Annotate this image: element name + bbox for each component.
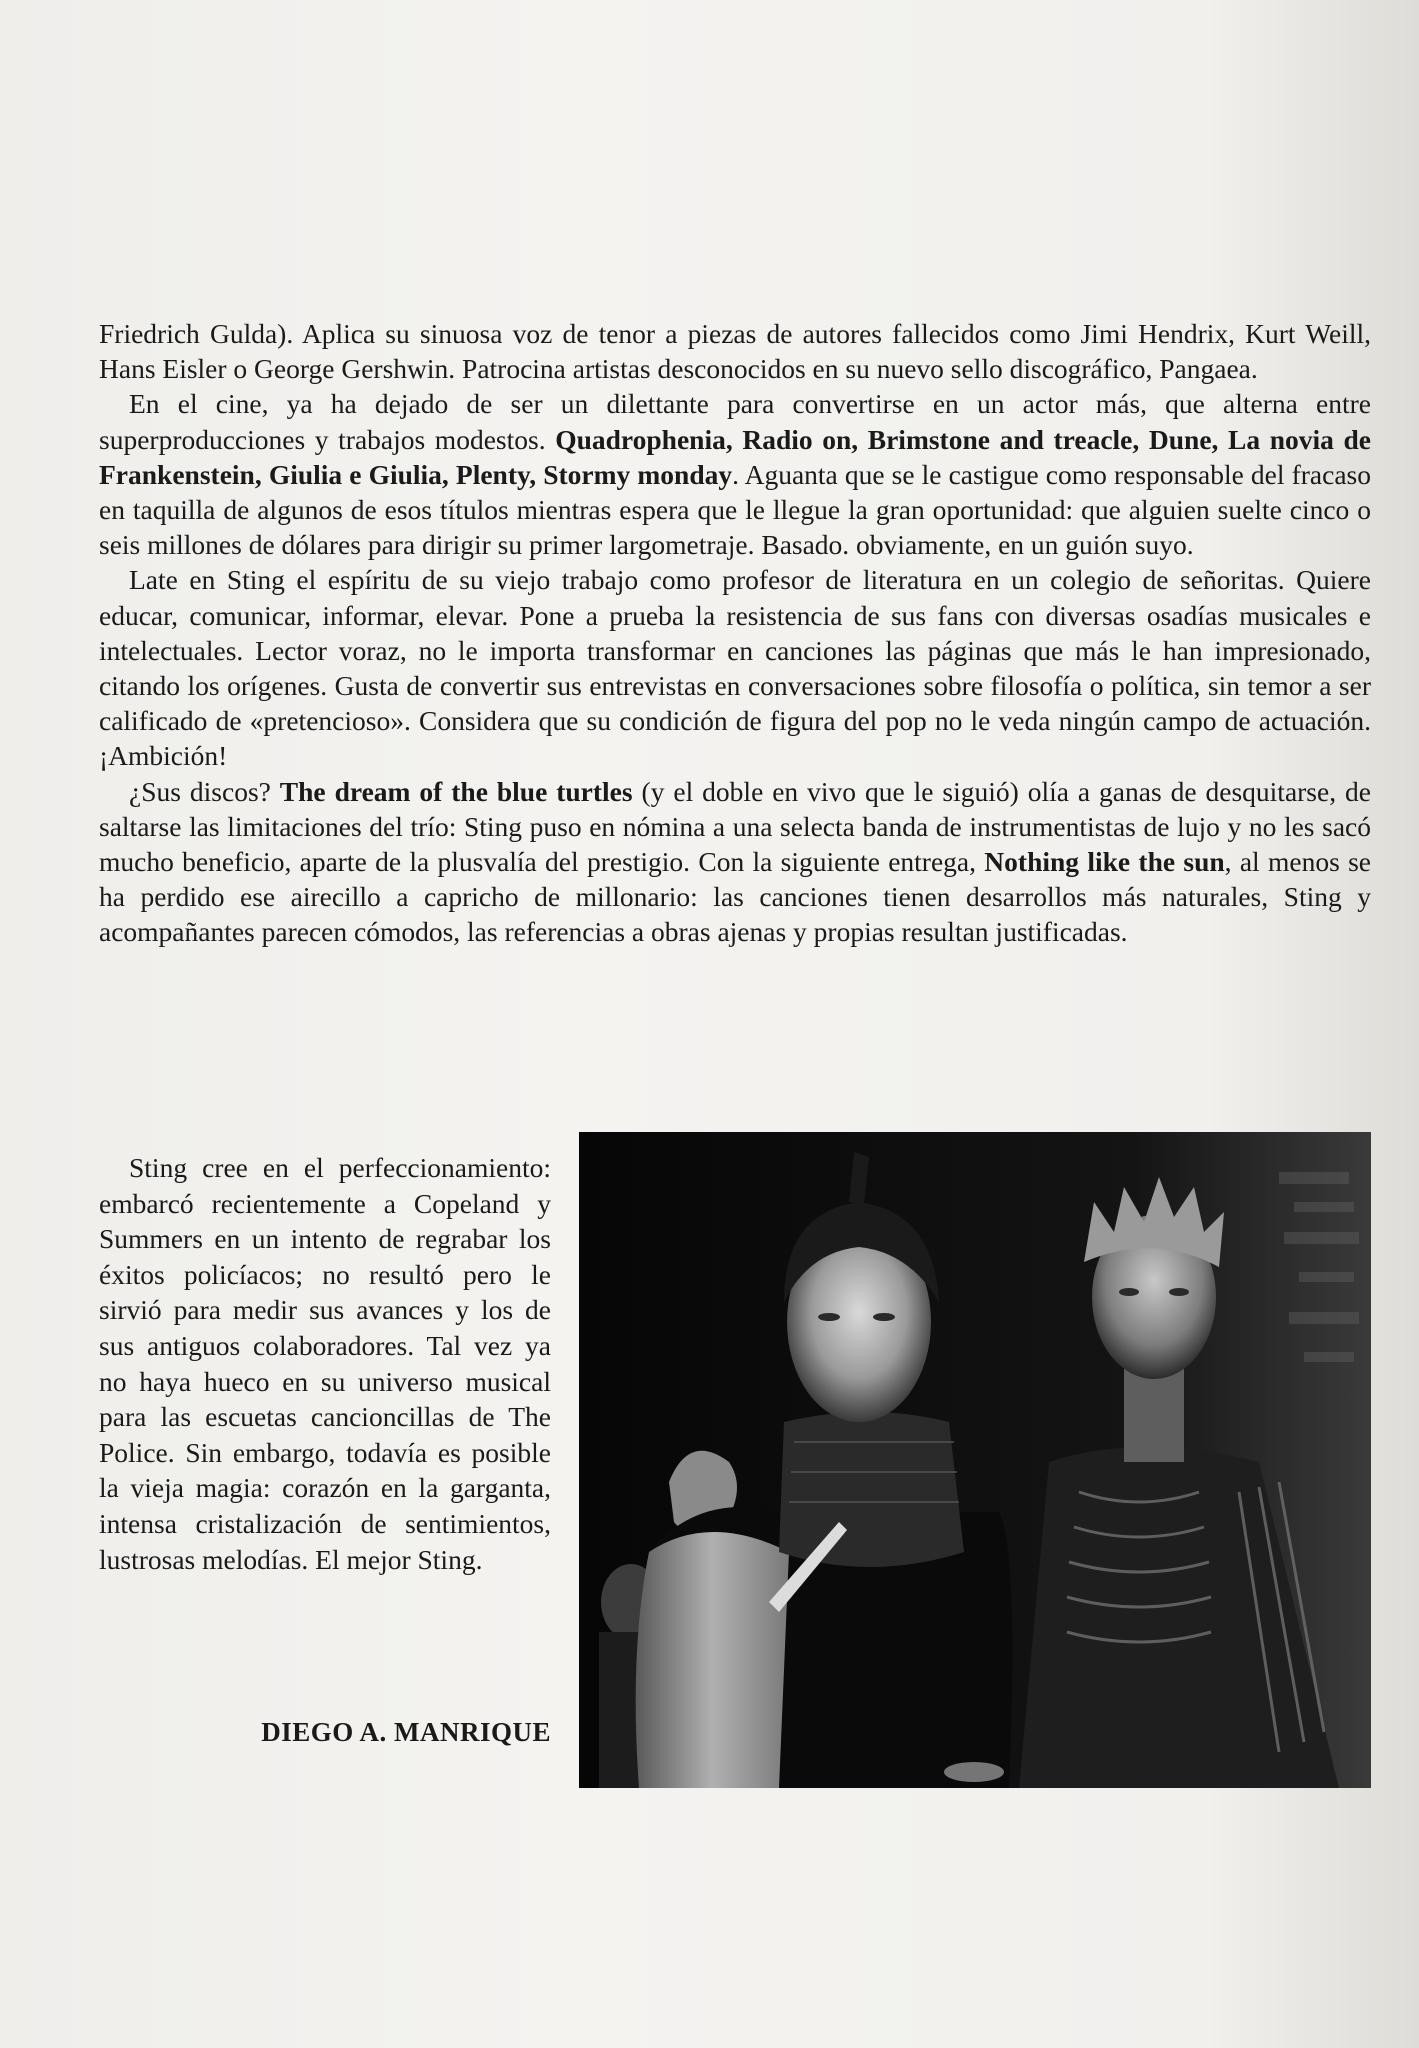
side-column bbox=[99, 1150, 551, 1577]
paragraph-4-end: , al menos se ha perdido ese airecillo a capricho de millonario: las canciones tienen desarrollos más naturales, Sting y acompañantes parecen cómodos, las referencias a obras ajenas y propias resultan justificadas. bbox=[99, 846, 1371, 948]
bottom-section bbox=[99, 1132, 1371, 1792]
album-title-2: Nothing like the sun bbox=[984, 846, 1225, 878]
paragraph-3: Late en Sting el espíritu de su viejo trabajo como profesor de literatura en un colegio de señoritas. Quiere educar, comunicar, informar, elevar. Pone a prueba la resistencia de sus fans con diversas osadías musicales e intelectuales. Lector voraz, no le importa transformar en canciones las páginas que más le han impresionado, citando los orígenes. Gusta de convertir sus entrevistas en conversaciones sobre filosofía o política, sin temor a ser calificado de «pretencioso». Considera que su condición de figura del pop no le veda ningún campo de actuación. ¡Ambición! bbox=[99, 564, 1371, 772]
side-paragraph: Sting cree en el perfeccionamiento: embarcó recientemente a Copeland y Summers en un intento de regrabar los éxitos policíacos; no resultó pero le sirvió para medir sus avances y los de sus antiguos colaboradores. Tal vez ya no haya hueco en su universo musical para las escuetas cancioncillas de The Police. Sin embargo, todavía es posible la vieja magia: corazón en la garganta, intensa cristalización de sentimientos, lustrosas melodías. El mejor Sting. bbox=[99, 1152, 551, 1575]
paragraph-4-intro: ¿Sus discos? bbox=[129, 775, 280, 807]
photo-illustration bbox=[579, 1132, 1371, 1788]
album-title-1: The dream of the blue turtles bbox=[279, 775, 633, 807]
author-byline: DIEGO A. MANRIQUE bbox=[261, 1717, 551, 1747]
paragraph-2 bbox=[99, 386, 1371, 562]
paragraph-1: Friedrich Gulda). Aplica su sinuosa voz de tenor a piezas de autores fallecidos como Jimi Hendrix, Kurt Weill, Hans Eisler o George Gershwin. Patrocina artistas desconocidos en su nuevo sello discográfico, Pangaea. bbox=[99, 318, 1371, 385]
film-still-photo bbox=[579, 1132, 1371, 1788]
paragraph-4-middle: (y el doble en vivo que le siguió) olía a ganas de desquitarse, de saltarse las limitaciones del trío: Sting puso en nómina a una selecta banda de instrumentistas de lujo y no les sacó mucho beneficio, aparte de la plusvalía del prestigio. Con la siguiente entrega, bbox=[99, 775, 1371, 878]
film-titles: Quadrophenia, Radio on, Brimstone and treacle, Dune, La novia de Frankenstein, Giulia e Giulia, Plenty, Stormy monday bbox=[99, 423, 1371, 490]
article-body bbox=[99, 316, 1371, 950]
paragraph-2-intro: En el cine, ya ha dejado de ser un dilettante para convertirse en un actor más, que alterna entre superproducciones y trabajos modestos. bbox=[99, 388, 1371, 455]
paragraph-2-rest: . Aguanta que se le castigue como responsable del fracaso en taquilla de algunos de esos títulos mientras espera que le llegue la gran oportunidad: que alguien suelte cinco o seis millones de dólares para dirigir su primer largometraje. Basado. obviamente, en un guión suyo. bbox=[99, 458, 1371, 561]
paragraph-4 bbox=[99, 774, 1371, 950]
